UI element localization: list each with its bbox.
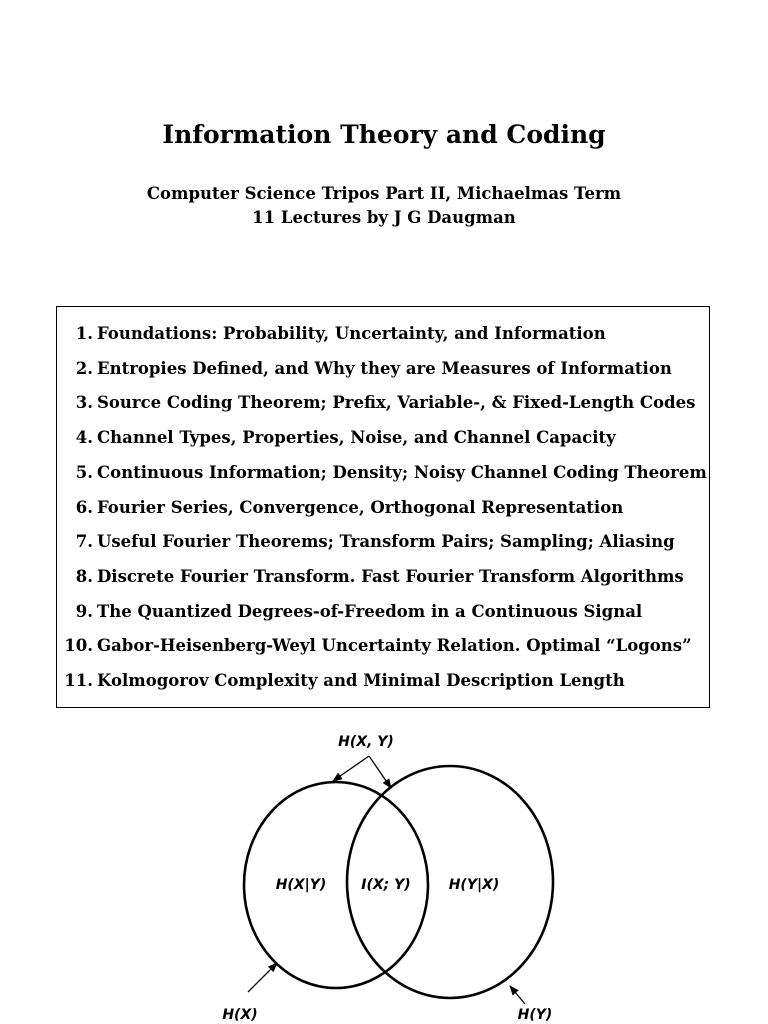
lecture-title: Continuous Information; Density; Noisy Channel Coding Theorem: [97, 462, 707, 482]
lecture-title: Useful Fourier Theorems; Transform Pairs; Sampling; Aliasing: [97, 532, 675, 552]
entropy-venn-diagram: [0, 720, 768, 1024]
entropy-y-label: H(Y): [517, 1007, 553, 1023]
hy-arrow: [510, 986, 525, 1004]
page-title: Information Theory and Coding: [162, 120, 606, 149]
lecture-title: Source Coding Theorem; Prefix, Variable-, & Fixed-Length Codes: [97, 393, 696, 413]
mutual-information-label: I(X; Y): [361, 877, 411, 893]
lecture-number: 7.: [75, 532, 93, 552]
lecture-title: Channel Types, Properties, Noise, and Channel Capacity: [97, 428, 616, 448]
lecture-number: 1.: [75, 324, 93, 343]
lecture-title: Discrete Fourier Transform. Fast Fourier Transform Algorithms: [97, 566, 684, 586]
lecture-title: Kolmogorov Complexity and Minimal Description Length: [97, 671, 625, 690]
conditional-entropy-x-label: H(X|Y): [275, 877, 327, 893]
course-subtitle: Computer Science Tripos Part II, Michaelmas Term: [146, 184, 622, 203]
lecture-number: 6.: [75, 497, 93, 517]
conditional-entropy-y-label: H(Y|X): [448, 877, 500, 893]
joint-entropy-label: H(X, Y): [338, 734, 394, 750]
lecture-number: 3.: [75, 393, 93, 413]
entropy-x-label: H(X): [222, 1007, 258, 1023]
lecture-list-box: [56, 306, 710, 708]
lecture-number: 9.: [75, 601, 93, 621]
lecture-number: 8.: [75, 566, 93, 586]
lecture-number: 11.: [64, 671, 93, 690]
lecture-number: 5.: [75, 462, 93, 482]
hx-arrow: [248, 963, 277, 992]
lecture-number: 10.: [64, 636, 93, 656]
lecture-title: Foundations: Probability, Uncertainty, and Information: [97, 324, 606, 343]
lecture-number: 4.: [75, 428, 93, 448]
lecture-title: Gabor-Heisenberg-Weyl Uncertainty Relation. Optimal “Logons”: [97, 636, 692, 656]
lecture-number: 2.: [75, 358, 93, 378]
lecture-title: Fourier Series, Convergence, Orthogonal Representation: [97, 497, 624, 517]
lecture-title: The Quantized Degrees-of-Freedom in a Continuous Signal: [97, 601, 643, 621]
lecturer-subtitle: 11 Lectures by J G Daugman: [252, 208, 516, 227]
joint-arrow-right: [369, 756, 391, 788]
lecture-title: Entropies Defined, and Why they are Measures of Information: [97, 358, 672, 378]
joint-arrow-left: [333, 756, 369, 781]
